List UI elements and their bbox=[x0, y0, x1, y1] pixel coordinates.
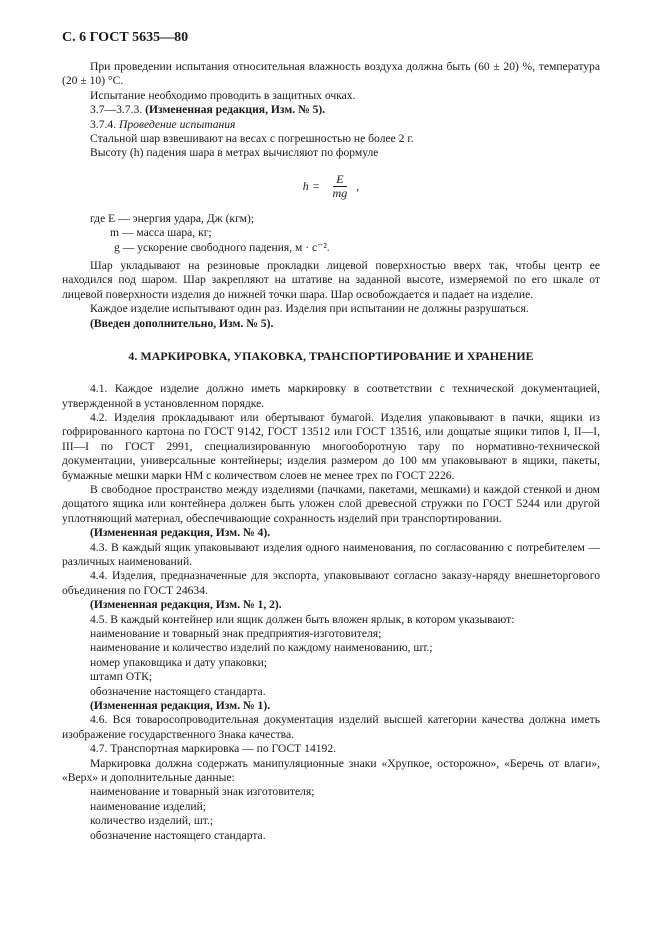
formula-legend bbox=[62, 212, 600, 255]
clause-number: 3.7.4. bbox=[90, 117, 117, 131]
clause-number: 3.7—3.7.3. bbox=[90, 103, 143, 117]
formula-tail: , bbox=[356, 178, 360, 193]
paragraph-3-7-4 bbox=[62, 118, 600, 132]
clause-4-1: 4.1. Каждое изделие должно иметь маркировку в соответствии с технической документацией, утвержденной в установленном порядке. bbox=[62, 382, 600, 410]
marking-item: количество изделий, шт.; bbox=[90, 814, 214, 828]
marking-item: обозначение настоящего стандарта. bbox=[90, 828, 266, 842]
clause-4-6: 4.6. Вся товаросопроводительная документация изделий высшей категории качества должна иметь изображение государственного Знака качества. bbox=[62, 713, 600, 741]
edition-note-4: (Измененная редакция, Изм. № 4). bbox=[90, 526, 271, 540]
paragraph-once: Каждое изделие испытывают один раз. Изделия при испытании не должны разрушаться. bbox=[90, 302, 529, 316]
paragraph-humidity: При проведении испытания относительная влажность воздуха должна быть (60 ± 20) %, температура (20 ± 10) °С. bbox=[62, 60, 600, 88]
paragraph-height-formula-intro: Высоту (h) падения шара в метрах вычисляют по формуле bbox=[90, 146, 379, 160]
edition-note-1: (Измененная редакция, Изм. № 1). bbox=[90, 699, 271, 713]
clause-title: Проведение испытания bbox=[119, 117, 236, 131]
clause-4-4: 4.4. Изделия, предназначенные для экспорта, упаковывают согласно заказу-наряду внешнеторгового объединения по ГОСТ 24634. bbox=[62, 569, 600, 597]
clause-4-2: 4.2. Изделия прокладывают или обертывают бумагой. Изделия упаковывают в пачки, ящики из гофрированного картона по ГОСТ 9142, ГОСТ 13512 или ГОСТ 13516, или дощатые ящики типов I, II—I, III—I по ГОСТ 2991, специализированную многооборотную тару по нормативно-технической документации, универсальные контейнеры; изделия размером до 100 мм упаковывают в ящики, пакеты, бумажные мешки марки НМ с количеством слоев не менее трех по ГОСТ 2226. bbox=[62, 410, 600, 482]
formula-denominator: mg bbox=[332, 185, 348, 200]
formula-lhs: h bbox=[302, 178, 309, 193]
label-item: обозначение настоящего стандарта. bbox=[90, 684, 266, 698]
document-page bbox=[62, 30, 600, 843]
legend-gravity: g — ускорение свободного падения, м · с⁻². bbox=[114, 240, 330, 254]
formula-numerator: E bbox=[333, 173, 346, 187]
marking-item: наименование и товарный знак изготовителя; bbox=[90, 785, 315, 799]
legend-energy: где E — энергия удара, Дж (кгм); bbox=[90, 211, 255, 225]
formula-equals: = bbox=[312, 178, 320, 193]
marking-item: наименование изделий; bbox=[90, 799, 206, 813]
edition-note-1-2: (Измененная редакция, Изм. № 1, 2). bbox=[90, 598, 282, 612]
clause-4-3: 4.3. В каждый ящик упаковывают изделия одного наименования, по согласованию с потребителем — различных наименований. bbox=[62, 540, 600, 568]
paragraph-introduced: (Введен дополнительно, Изм. № 5). bbox=[90, 316, 274, 330]
label-item: наименование и количество изделий по каждому наименованию, шт.; bbox=[90, 641, 433, 655]
paragraph-3-7-edit bbox=[62, 103, 600, 117]
edition-note: (Измененная редакция, Изм. № 5). bbox=[145, 103, 326, 117]
clause-4-5: 4.5. В каждый контейнер или ящик должен быть вложен ярлык, в котором указывают: bbox=[90, 612, 515, 626]
paragraph-weigh: Стальной шар взвешивают на весах с погрешностью не более 2 г. bbox=[90, 132, 414, 146]
formula-fraction bbox=[330, 173, 351, 200]
label-item: штамп ОТК; bbox=[90, 670, 153, 684]
formula bbox=[62, 173, 600, 200]
section-title: 4. МАРКИРОВКА, УПАКОВКА, ТРАНСПОРТИРОВАНИЕ И ХРАНЕНИЕ bbox=[128, 349, 534, 364]
clause-4-7: 4.7. Транспортная маркировка — по ГОСТ 14192. bbox=[90, 742, 337, 756]
paragraph-procedure: Шар укладывают на резиновые прокладки лицевой поверхностью вверх так, чтобы центр ее находился под шаром. Шар закрепляют на штативе на заданной высоте, измеряемой по его шкале от лицевой поверхности изделия до нижней точки шара. Шар освобождается и падает на изделие. bbox=[62, 259, 600, 301]
paragraph-goggles: Испытание необходимо проводить в защитных очках. bbox=[90, 88, 356, 102]
legend-mass: m — масса шара, кг; bbox=[110, 226, 212, 240]
label-item: номер упаковщика и дату упаковки; bbox=[90, 655, 268, 669]
page-header: С. 6 ГОСТ 5635—80 bbox=[62, 30, 189, 45]
label-item: наименование и товарный знак предприятия-изготовителя; bbox=[90, 627, 382, 640]
clause-4-7-marking: Маркировка должна содержать манипуляционные знаки «Хрупкое, осторожно», «Беречь от влаги», «Верх» и дополнительные данные: bbox=[62, 756, 600, 785]
clause-4-2-filling: В свободное пространство между изделиями (пачками, пакетами, мешками) и каждой стенкой и дном дощатого ящика или контейнера должен быть уложен слой древесной стружки по ГОСТ 5244 или другой уплотняющий материал, обеспечивающие сохранность изделий при транспортировании. bbox=[62, 482, 600, 525]
